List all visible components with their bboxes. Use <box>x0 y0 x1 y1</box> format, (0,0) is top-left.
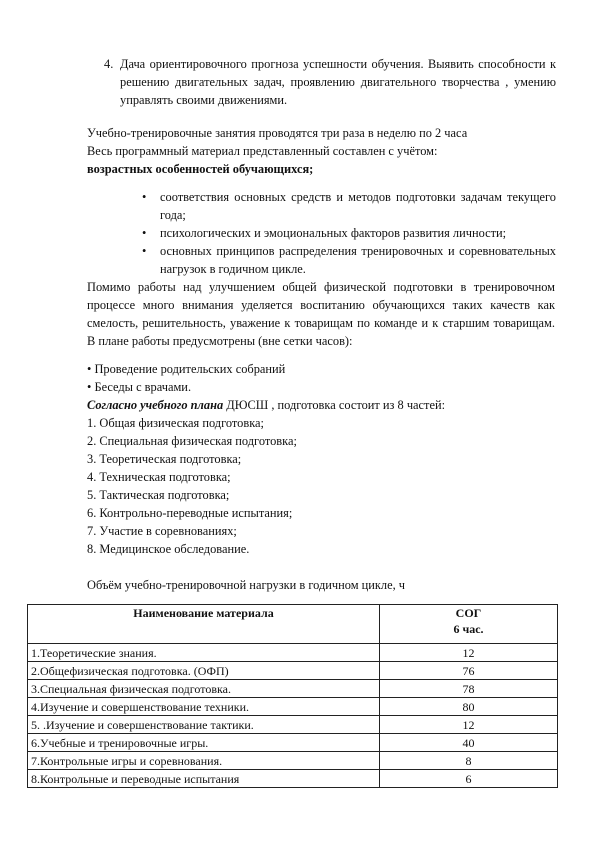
hours-cell: 8 <box>380 752 558 770</box>
hours-cell: 6 <box>380 770 558 788</box>
material-cell: 1.Теоретические знания. <box>28 644 380 662</box>
list-item: • соответствия основных средств и методов подготовки задачам текущего года; <box>142 190 556 222</box>
plan-block <box>87 396 557 558</box>
header-group-name: СОГ <box>455 606 482 620</box>
table-row <box>28 752 558 770</box>
header-material: Наименование материала <box>28 605 380 644</box>
plan-part: 4. Техническая подготовка; <box>87 470 231 484</box>
training-load-table <box>27 604 558 788</box>
criteria-list <box>140 188 556 278</box>
plan-part: 6. Контрольно-переводные испытания; <box>87 506 293 520</box>
table-header-row <box>28 605 558 644</box>
plan-emphasis: Согласно учебного плана <box>87 398 224 412</box>
bullet-icon: • <box>87 362 92 376</box>
material-cell: 3.Специальная физическая подготовка. <box>28 680 380 698</box>
header-group <box>380 605 558 644</box>
bullet-icon: • <box>142 244 147 258</box>
header-group-hours: 6 час. <box>453 622 484 636</box>
plan-part: 3. Теоретическая подготовка; <box>87 452 242 466</box>
plan-part: 2. Специальная физическая подготовка; <box>87 434 297 448</box>
plan-part: 1. Общая физическая подготовка; <box>87 416 264 430</box>
material-cell: 7.Контрольные игры и соревнования. <box>28 752 380 770</box>
table-row <box>28 698 558 716</box>
table-row <box>28 644 558 662</box>
material-cell: 2.Общефизическая подготовка. (ОФП) <box>28 662 380 680</box>
list-item: • основных принципов распределения тренировочных и соревновательных нагрузок в годичном цикле. <box>142 244 556 276</box>
numbered-item-4 <box>104 55 556 109</box>
hours-cell: 12 <box>380 644 558 662</box>
table-caption: Объём учебно-тренировочной нагрузки в годичном цикле, ч <box>87 578 406 592</box>
material-cell: 8.Контрольные и переводные испытания <box>28 770 380 788</box>
table-row <box>28 716 558 734</box>
material-cell: 6.Учебные и тренировочные игры. <box>28 734 380 752</box>
program-text: Весь программный материал представленный составлен с учётом: <box>87 144 438 158</box>
hours-cell: 12 <box>380 716 558 734</box>
plan-part: 7. Участие в соревнованиях; <box>87 524 237 538</box>
material-cell: 4.Изучение и совершенствование техники. <box>28 698 380 716</box>
bullet-icon: • <box>142 190 147 204</box>
list-item: • Беседы с врачами. <box>87 380 192 394</box>
material-cell: 5. .Изучение и совершенствование тактики. <box>28 716 380 734</box>
hours-cell: 78 <box>380 680 558 698</box>
list-item: • психологических и эмоциональных факторов развития личности; <box>142 226 507 240</box>
age-features-text: возрастных особенностей обучающихся; <box>87 162 314 176</box>
plan-heading: Согласно учебного плана ДЮСШ , подготовка состоит из 8 частей: <box>87 398 446 412</box>
list-item: • Проведение родительских собраний <box>87 362 286 376</box>
intro-block <box>87 124 557 178</box>
item-text: Дача ориентировочного прогноза успешности обучения. Выявить способности к решению двигательных задач, проявлению двигательного творчества , умению управлять своими движениями. <box>120 57 556 107</box>
plan-part: 5. Тактическая подготовка; <box>87 488 230 502</box>
events-list <box>87 360 557 396</box>
hours-cell: 80 <box>380 698 558 716</box>
table-row <box>28 662 558 680</box>
plan-part: 8. Медицинское обследование. <box>87 542 250 556</box>
table-row <box>28 734 558 752</box>
bullet-icon: • <box>142 226 147 240</box>
hours-cell: 40 <box>380 734 558 752</box>
schedule-text: Учебно-тренировочные занятия проводятся три раза в неделю по 2 часа <box>87 126 468 140</box>
hours-cell: 76 <box>380 662 558 680</box>
table-row <box>28 770 558 788</box>
bullet-icon: • <box>87 380 92 394</box>
education-paragraph: Помимо работы над улучшением общей физической подготовки в тренировочном процессе много внимания уделяется воспитанию обучающихся таких качеств как смелость, решительность, уважение к товарищам по команде и к старшим товарищам. В плане работы предусмотрены (вне сетки часов): <box>87 280 555 348</box>
item-number: 4. <box>104 57 114 71</box>
table-row <box>28 680 558 698</box>
